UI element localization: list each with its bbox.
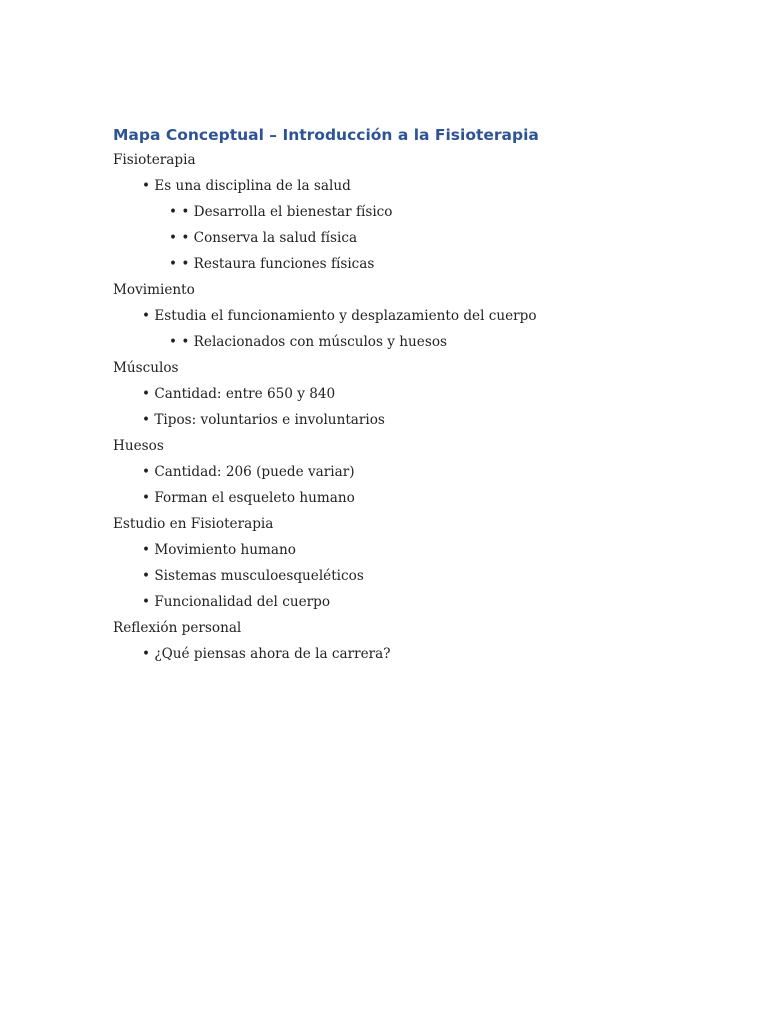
outline-line: Estudio en Fisioterapia [113,516,274,532]
outline-line: • • Desarrolla el bienestar físico [169,204,393,220]
outline-line: • Es una disciplina de la salud [142,178,351,194]
outline-line: • ¿Qué piensas ahora de la carrera? [142,646,391,662]
outline-line: • • Relacionados con músculos y huesos [169,334,447,350]
outline-line: Huesos [113,438,164,454]
document-page [113,124,713,667]
outline-line: • • Conserva la salud física [169,230,358,246]
outline-line: Reflexión personal [113,620,242,636]
outline-line: • Cantidad: 206 (puede variar) [142,464,355,480]
outline-line: Músculos [113,360,179,376]
outline-line: • Funcionalidad del cuerpo [142,594,331,610]
concept-outline [113,147,713,667]
outline-line: • Movimiento humano [142,542,296,558]
outline-line: • Sistemas musculoesqueléticos [142,568,364,584]
outline-line: Fisioterapia [113,152,196,168]
outline-line: • Cantidad: entre 650 y 840 [142,386,336,402]
outline-line: • Forman el esqueleto humano [142,490,355,506]
outline-line: • Tipos: voluntarios e involuntarios [142,412,385,428]
document-title: Mapa Conceptual – Introducción a la Fisioterapia [113,126,539,144]
outline-line: • Estudia el funcionamiento y desplazamiento del cuerpo [142,308,537,324]
outline-line: • • Restaura funciones físicas [169,256,375,272]
outline-line: Movimiento [113,282,195,298]
